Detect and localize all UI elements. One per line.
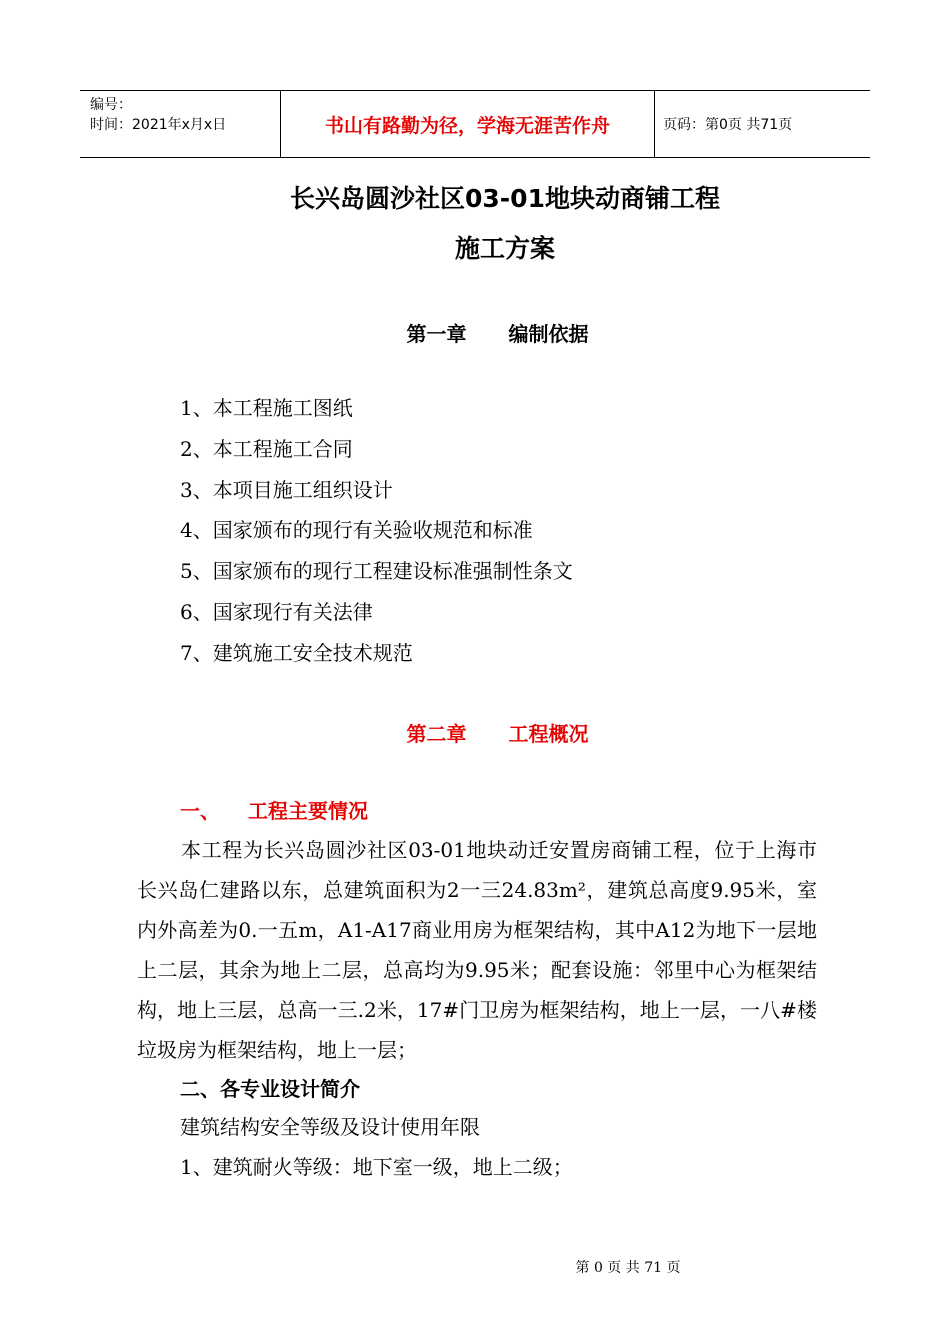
doc-time-label: 时间：2021年x月x日 <box>90 117 227 133</box>
section-1-number: 一、 <box>180 799 220 823</box>
chapter-1-name: 编制依据 <box>508 322 589 346</box>
chapter-2-name: 工程概况 <box>508 722 589 746</box>
list-item: 5、国家颁布的现行工程建设标准强制性条文 <box>180 559 573 584</box>
section-2-heading: 二、各专业设计简介 <box>180 1077 360 1101</box>
list-item: 3、本项目施工组织设计 <box>180 477 393 502</box>
list-item: 1、本工程施工图纸 <box>180 396 353 420</box>
page-footer: 第 0 页 共 71 页 <box>575 1260 681 1276</box>
doc-title-line2: 施工方案 <box>454 234 555 263</box>
section-1-title: 工程主要情况 <box>248 799 368 823</box>
doc-number-label: 编号： <box>90 97 132 113</box>
header-table <box>80 90 870 158</box>
list-item: 2、本工程施工合同 <box>180 436 353 461</box>
fire-rating-line: 1、建筑耐火等级：地下室一级，地上二级； <box>180 1155 573 1179</box>
header-page-info: 页码：第0页 共71页 <box>663 117 793 133</box>
chapter-2-number: 第二章 <box>406 722 467 746</box>
doc-title-line1: 长兴岛圆沙社区03-01地块动商铺工程 <box>290 184 720 213</box>
list-item: 6、国家现行有关法律 <box>180 599 373 624</box>
overview-paragraph: 本工程为长兴岛圆沙社区03-01地块动迁安置房商铺工程，位于上海市长兴岛仁建路以东，总建筑面积为2一三24.83m²，建筑总高度9.95米，室内外高差为0.一五m，A1-A17商业用房为框架结构，其中A12为地下一层地上二层，其余为地上二层，总高均为9.95米；配套设施：邻里中心为框架结构，地上三层，总高一三.2米，17#门卫房为框架结构，地上一层，一八#楼垃圾房为框架结构，地上一层； <box>137 838 817 1062</box>
header-motto: 书山有路勤为径，学海无涯苦作舟 <box>281 91 655 157</box>
chapter-2-heading <box>0 718 950 747</box>
section-1-heading <box>180 795 368 824</box>
list-item: 4、国家颁布的现行有关验收规范和标准 <box>180 518 533 543</box>
basis-list <box>180 394 573 680</box>
design-intro-line: 建筑结构安全等级及设计使用年限 <box>180 1115 480 1139</box>
chapter-1-number: 第一章 <box>406 322 467 346</box>
header-meta-cell <box>80 91 281 157</box>
chapter-1-heading <box>0 318 950 347</box>
list-item: 7、建筑施工安全技术规范 <box>180 640 413 665</box>
